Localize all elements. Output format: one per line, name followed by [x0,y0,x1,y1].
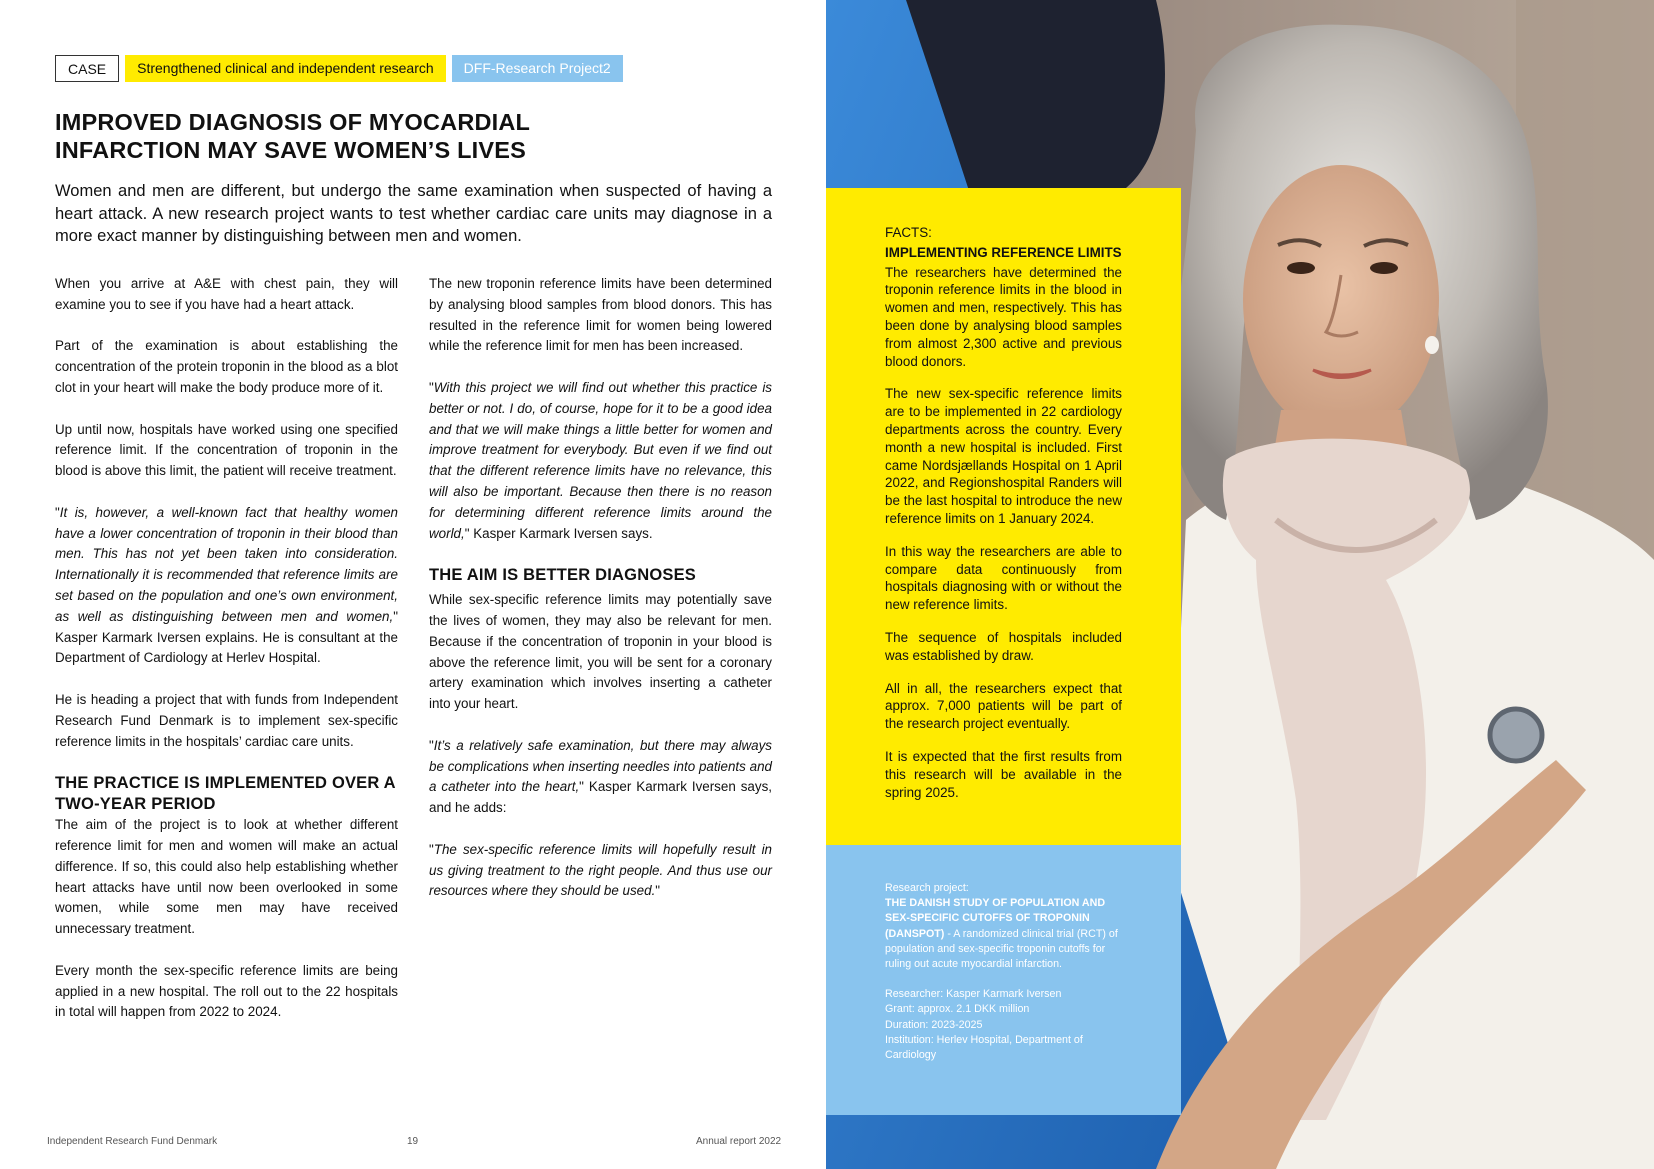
paragraph: Up until now, hospitals have worked using one specified reference limit. If the concentration of troponin in the blood is above this limit, the patient will receive treatment. [55,421,398,479]
program-tag: DFF-Research Project2 [452,55,623,82]
body-column-2 [429,274,772,923]
earring [1425,336,1439,354]
project-duration: Duration: 2023-2025 [885,1018,983,1031]
project-researcher: Researcher: Kasper Karmark Iversen [885,988,1062,1001]
paragraph: Every month the sex-specific reference limits are being applied in a new hospital. The roll out to the 22 hospitals in total will happen from 2022 to 2024. [55,962,398,1020]
quote-text: With this project we will find out whether this practice is better or not. I do, of course, hope for it to be a good idea and that we will make things a little better for women and improve treatment for everybody. But even if we find out that the different reference limits have no relevance, this will also be important. Because then there is no reason for determining different reference limits around the world, [429,379,772,541]
quote-mark: " [429,841,434,857]
quote-mark: " [429,737,434,753]
facts-heading: IMPLEMENTING REFERENCE LIMITS [885,244,1122,260]
footer-report-title: Annual report 2022 [696,1136,782,1147]
paragraph: Part of the examination is about establishing the concentration of the protein troponin in the blood as a blot clot in your heart will make the body produce more of it. [55,338,398,395]
title-line-2: INFARCTION MAY SAVE WOMEN’S LIVES [55,137,527,163]
facts-box [826,188,1181,845]
right-eye [1370,262,1398,274]
article-page [0,0,826,1169]
quote-text: The sex-specific reference limits will hopefully result in us giving treatment to the right people. And thus use our resources where they should be used. [429,841,772,899]
facts-paragraph: The sequence of hospitals included was established by draw. [885,629,1122,663]
section-heading: THE AIM IS BETTER DIAGNOSES [429,566,696,585]
project-institution: Institution: Herlev Hospital, Department of Cardiology [885,1033,1083,1062]
facts-paragraph: In this way the researchers are able to compare data continuously from hospitals diagnosing with or without the new reference limits. [885,543,1122,613]
paragraph: The new troponin reference limits have been determined by analysing blood samples from blood donors. This has resulted in the reference limit for women being lowered while the reference limit for men has been increased. [429,276,772,354]
lead-paragraph: Women and men are different, but undergo the same examination when suspected of having a heart attack. A new research project wants to test whether cardiac care units may diagnose in a more exact manner by distinguishing between men and women. [55,182,772,245]
facts-paragraph: It is expected that the first results from this research will be available in the spring 2025. [885,748,1122,800]
quote-text: It is, however, a well-known fact that healthy women have a lower concentration of troponin in their blood than men. This has not yet been taken into consideration. Internationally it is recommended that reference limits are set based on the population and one’s own environment, as well as distinguishing between men and women, [55,504,398,624]
spacer [885,972,1122,987]
paragraph: He is heading a project that with funds from Independent Research Fund Denmark is to implement sex-specific reference limits in the hospitals’ cardiac care units. [55,691,398,749]
quote-paragraph [429,378,772,544]
body-column-1 [55,274,398,1044]
facts-paragraph: The researchers have determined the troponin reference limits in the blood in women and men, respectively. This has been done by analysing blood samples from almost 2,300 active and previous blood donors. [885,264,1122,369]
page-number: 19 [407,1136,419,1147]
title-line-1: IMPROVED DIAGNOSIS OF MYOCARDIAL [55,109,531,135]
stethoscope-chestpiece [1490,709,1542,761]
project-box [826,845,1181,1115]
paragraph: While sex-specific reference limits may potentially save the lives of women, they may also be relevant for men. Because if the concentration of troponin in your blood is above the reference limit, you will be sent for a coronary artery examination which involves inserting a catheter into your heart. [429,592,772,712]
face [1243,165,1439,435]
project-grant: Grant: approx. 2.1 DKK million [885,1003,1030,1016]
paragraph: When you arrive at A&E with chest pain, they will examine you to see if you have had a heart attack. [55,276,398,312]
article-title [55,108,775,164]
facts-label: FACTS: [885,225,932,240]
quote-mark: " [655,883,661,899]
section-heading: THE PRACTICE IS IMPLEMENTED OVER A TWO-YEAR PERIOD [55,774,396,814]
quote-mark: " [429,379,434,395]
photo-page [826,0,1654,1169]
quote-mark: " [55,504,60,520]
facts-paragraph: All in all, the researchers expect that approx. 7,000 patients will be part of the research project eventually. [885,680,1122,732]
project-label: Research project: [885,882,969,894]
quote-attribution: " Kasper Karmark Iversen says. [464,525,653,541]
case-tag: CASE [55,55,119,82]
project-summary: - A randomized clinical trial (RCT) of population and sex-specific troponin cutoffs for ruling out acute myocardial infarction. [885,927,1118,971]
quote-attribution: " Kasper Karmark Iversen says, and he adds: [429,779,772,816]
project-name: THE DANISH STUDY OF POPULATION AND SEX-SPECIFIC CUTOFFS OF TROPONIN (DANSPOT) [885,897,1106,940]
footer-organization: Independent Research Fund Denmark [47,1136,218,1147]
category-tag: Strengthened clinical and independent research [125,55,446,82]
quote-paragraph [429,840,772,902]
facts-paragraph: The new sex-specific reference limits are to be implemented in 22 cardiology departments across the country. Every month a new hospital is included. First came Nordsjællands Hospital on 1 April 2022, and Regionshospital Randers will be the last hospital to introduce the new reference limits on 1 January 2024. [885,386,1122,526]
quote-paragraph [429,736,772,819]
paragraph: The aim of the project is to look at whether different reference limit for men and women will make an actual difference. If so, this could also help establishing whether heart attacks have until now been overlooked in some women, while some men may have received unnecessary treatment. [55,817,398,937]
tag-row [55,55,623,82]
left-eye [1287,262,1315,274]
quote-paragraph [55,503,398,669]
quote-text: It’s a relatively safe examination, but there may always be complications when inserting needles into patients and a catheter into the heart, [429,737,772,795]
project-description [885,896,1122,972]
quote-attribution: " Kasper Karmark Iversen explains. He is consultant at the Department of Cardiology at Herlev Hospital. [55,608,398,666]
